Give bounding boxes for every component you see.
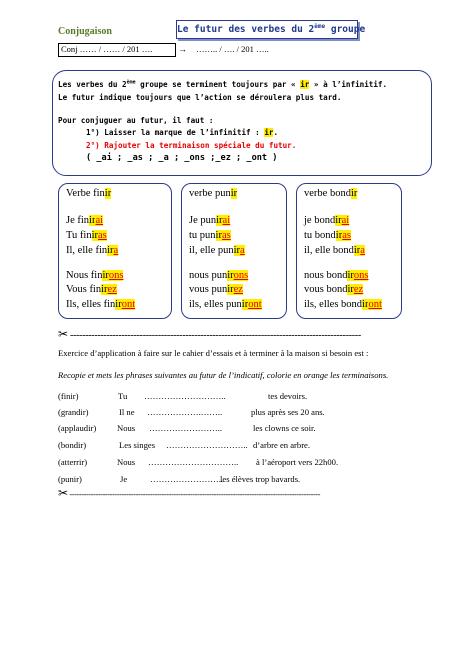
exercise-subject: Nous [117,423,136,433]
conjugation-stem: vous pun [189,284,228,295]
conjugation-ir-highlight: ir [362,299,369,310]
exercise-verb: (grandir) [58,407,89,417]
conjugation-ending: ez [233,284,243,295]
exercise-rest: les clowns ce soir. [253,423,316,433]
verb-title-stem: verbe bond [304,188,351,199]
rule-step-1-b: . [273,128,279,137]
conjugation-ir-highlight: ir [91,230,99,241]
conjugation-line [304,270,368,281]
exercise-rest: tes devoirs. [268,391,308,401]
exercise-verb: (applaudir) [58,423,97,433]
conjugation-ir-highlight: ir [347,284,354,295]
conjugation-stem: vous bond [304,284,348,295]
conjugation-stem: tu bond [304,230,336,241]
conjugation-line [189,245,245,256]
conjugation-ending: as [221,230,231,241]
conjugation-ending: ons [108,270,124,281]
conjugation-ir-highlight: ir [107,245,114,256]
page-title [176,20,366,39]
title-text-sup: ème [314,22,326,30]
conjugation-line [189,284,243,295]
arrow-icon: → [178,44,187,54]
conjugation-ending: ez [107,284,117,295]
conjugation-line [304,230,351,241]
rule-step-1-a: 1°) Laisser la marque de l’infinitif : [86,128,265,137]
verb-title-ir-highlight: ir [104,188,112,199]
conjugation-stem: je bond [304,215,336,226]
conjugation-stem: Ils, elles fin [66,299,116,310]
conjugation-ending: a [113,245,119,256]
conjugation-line [189,230,231,241]
exercise-rest: les élèves trop bavards. [220,474,301,484]
title-text-pre: Le futur des verbes du 2 [177,24,315,35]
verb-title [189,188,237,199]
conjugation-ending: ez [353,284,364,295]
cut-line-1 [58,327,361,341]
conjugation-line [304,299,382,310]
conjugation-ir-highlight: ir [89,215,96,226]
exercise-subject: Je [120,474,128,484]
conjugation-ending: as [342,230,351,241]
verb-title-stem: verbe pun [189,188,231,199]
conjugation-line [66,230,107,241]
rule-line-1-a: Les verbes du 2 [58,80,127,89]
conjugation-stem: ils, elles bond [304,299,363,310]
rule-line-2: Le futur indique toujours que l’action se déroulera plus tard. [58,93,342,102]
conjugation-line [189,215,230,226]
conjugation-ir-highlight: ir [347,270,354,281]
conjugation-stem: Il, elle fin [66,245,108,256]
conjugation-ending: ons [233,270,249,281]
conjugation-line [304,284,363,295]
conjugation-ir-highlight: ir [115,299,122,310]
rule-step-1-hl: ir [264,128,274,137]
rule-line-1 [58,80,387,89]
verb-title [304,188,357,199]
title-text-post: groupe [325,24,366,35]
exercise-subject: Nous [117,457,136,467]
exercise-blank: …………………….. [149,423,223,433]
exercise-instruction: Recopie et mets les phrases suivantes au futur de l’indicatif, colorie en orange les terminaisons. [58,370,389,380]
conjugation-ir-highlight: ir [101,284,108,295]
exercise-blank: …………………….. [150,474,224,484]
conjugation-ending: ons [353,270,369,281]
conjugation-stem: nous pun [189,270,228,281]
exercise-rest: à l’aéroport vers 22h00. [256,457,339,467]
conjugation-line [66,215,103,226]
conjugation-line [304,245,365,256]
exercise-rest: plus après ses 20 ans. [251,407,325,417]
conjugation-stem: Tu fin [66,230,92,241]
conjugation-line [189,270,248,281]
conjugation-ending: ai [341,215,350,226]
exercise-verb: (punir) [58,474,82,484]
conjugation-ir-highlight: ir [241,299,249,310]
conjugation-stem: Nous fin [66,270,103,281]
conjugation-line [66,245,118,256]
exercise-blank: ……………………….. [144,391,226,401]
verb-title-ir-highlight: ir [350,188,358,199]
conjugation-ir-highlight: ir [227,284,234,295]
conjugation-ending: as [98,230,107,241]
conjugation-stem: Je fin [66,215,90,226]
exercise-blank: ……………………….. [166,440,248,450]
cut-line-2-dashes: ---------------------------------------------------------------------------------------------------------- [69,490,321,499]
rule-ir-highlight: ir [300,80,310,89]
conjugation-line [189,299,262,310]
exercise-verb: (atterrir) [58,457,88,467]
conjugation-stem: il, elle pun [189,245,234,256]
conjugation-ir-highlight: ir [215,230,222,241]
conjugation-ending: a [360,245,365,256]
date-left: Conj …… / …… / 201 …. [61,44,153,54]
subject-label: Conjugaison [58,26,112,37]
exercise-rest: d’arbre en arbre. [253,440,311,450]
conjugation-stem: tu pun [189,230,216,241]
date-right: …….. / …. / 201 ….. [196,44,269,54]
conjugation-stem: ils, elles pun [189,299,242,310]
conjugation-ending: ai [95,215,104,226]
verb-title-ir-highlight: ir [230,188,238,199]
conjugation-stem: nous bond [304,270,348,281]
rule-endings: ( _ai ; _as ; _a ; _ons ;_ez ; _ont ) [86,153,278,163]
conjugation-stem: Vous fin [66,284,102,295]
rule-line-1-sup: ème [126,79,136,86]
rule-step-2: 2°) Rajouter la terminaison spéciale du futur. [86,141,297,150]
conjugation-stem: il, elle bond [304,245,354,256]
scissors-icon: ✂ [58,486,68,500]
rule-line-3: Pour conjuguer au futur, il faut : [58,116,214,125]
conjugation-ending: ont [248,299,262,310]
exercise-subject: Les singes [119,440,156,450]
exercise-blank: ……………….…….. [147,407,223,417]
scissors-icon: ✂ [58,327,68,341]
conjugation-line [304,215,349,226]
conjugation-stem: Je pun [189,215,217,226]
exercise-subject: Tu [118,391,128,401]
exercise-blank: ………………………….. [148,457,239,467]
conjugation-ir-highlight: ir [227,270,234,281]
conjugation-ir-highlight: ir [335,215,342,226]
exercise-subject: Il ne [119,407,135,417]
conjugation-ending: ai [222,215,231,226]
cut-line-2 [58,486,320,500]
conjugation-ir-highlight: ir [335,230,343,241]
conjugation-ir-highlight: ir [216,215,223,226]
conjugation-ending: ont [368,299,382,310]
verb-title-stem: Verbe fin [66,188,105,199]
exercise-verb: (finir) [58,391,79,401]
exercise-intro: Exercice d’application à faire sur le cahier d’essais et à terminer à la maison si besoin est : [58,348,369,358]
rule-line-1-b: groupe se terminent toujours par « [135,80,301,89]
conjugation-line [66,270,123,281]
rule-step-1 [86,128,278,137]
conjugation-ending: ont [121,299,136,310]
conjugation-line [66,284,117,295]
verb-title [66,188,111,199]
conjugation-ir-highlight: ir [233,245,241,256]
conjugation-ir-highlight: ir [102,270,109,281]
conjugation-ir-highlight: ir [353,245,361,256]
rule-line-1-c: » à l’infinitif. [309,80,388,89]
cut-line-1-dashes: ------------------------------------------------------------------------------------------------ [69,330,361,341]
exercise-verb: (bondir) [58,440,87,450]
conjugation-line [66,299,135,310]
conjugation-ending: a [240,245,245,256]
